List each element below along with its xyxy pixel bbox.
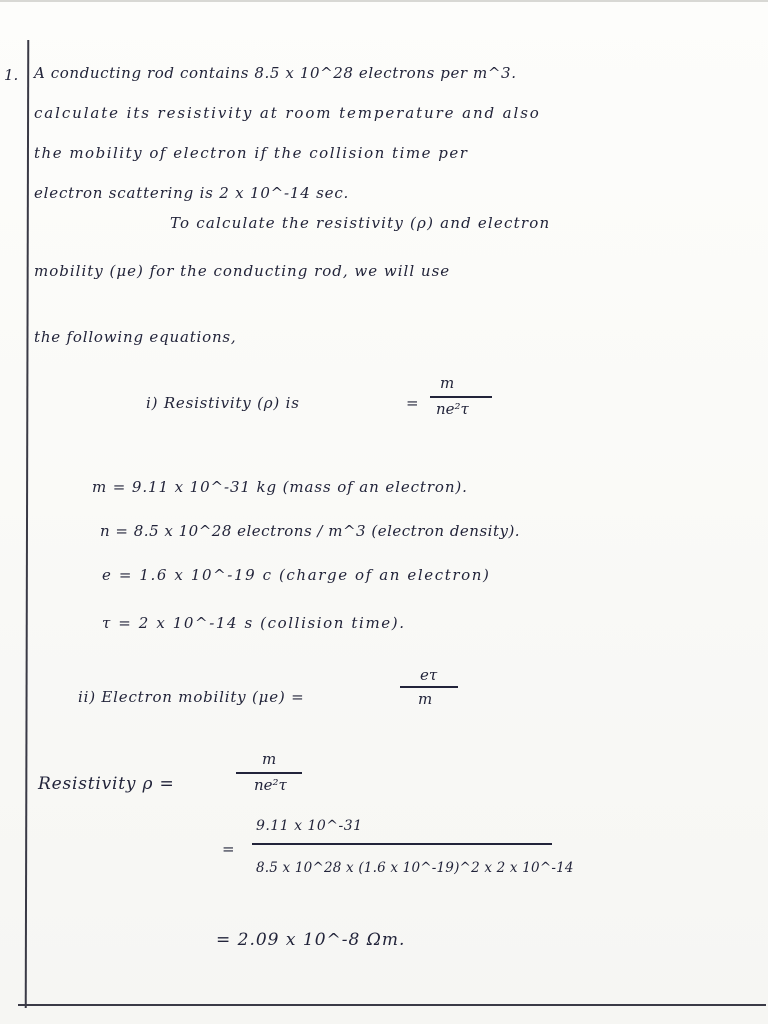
question-line-3: the mobility of electron if the collision time per [34, 144, 469, 162]
equation1-equals: = [406, 394, 420, 412]
variable-e: e = 1.6 x 10^-19 c (charge of an electron) [102, 566, 491, 584]
equation1-fraction-bar [430, 396, 492, 398]
variable-n: n = 8.5 x 10^28 electrons / m^3 (electron density). [100, 522, 521, 540]
equation2-fraction-bar [400, 686, 458, 688]
margin-line [25, 40, 30, 1008]
equation2-denominator: m [418, 690, 433, 708]
intro-line-2: mobility (μe) for the conducting rod, we will use [34, 262, 451, 280]
equation2-label: ii) Electron mobility (μe) = [78, 688, 305, 706]
intro-line-1: To calculate the resistivity (ρ) and electron [170, 214, 551, 232]
final-result: = 2.09 x 10^-8 Ωm. [216, 930, 406, 950]
question-line-1: A conducting rod contains 8.5 x 10^28 electrons per m^3. [34, 64, 517, 82]
solution-label: Resistivity ρ = [38, 774, 175, 794]
equation2-numerator: eτ [420, 666, 438, 684]
solution-numerator: m [262, 750, 277, 768]
equation1-denominator: ne²τ [436, 400, 469, 418]
substitution-numerator: 9.11 x 10^-31 [256, 818, 363, 834]
solution-fraction-bar [236, 772, 302, 774]
question-number: 1. [4, 66, 19, 84]
substitution-equals: = [222, 840, 236, 858]
equation1-label: i) Resistivity (ρ) is [146, 394, 300, 412]
question-line-4: electron scattering is 2 x 10^-14 sec. [34, 184, 350, 202]
solution-denominator: ne²τ [254, 776, 287, 794]
substitution-fraction-bar [252, 843, 552, 845]
variable-tau: τ = 2 x 10^-14 s (collision time). [102, 614, 406, 632]
variable-m: m = 9.11 x 10^-31 kg (mass of an electron). [92, 478, 468, 496]
intro-line-3: the following equations, [34, 328, 237, 346]
question-line-2: calculate its resistivity at room temperature and also [34, 104, 541, 122]
equation1-numerator: m [440, 374, 455, 392]
substitution-denominator: 8.5 x 10^28 x (1.6 x 10^-19)^2 x 2 x 10^-14 [256, 860, 574, 876]
bottom-rule [18, 1004, 766, 1006]
page-top-edge [0, 0, 768, 2]
